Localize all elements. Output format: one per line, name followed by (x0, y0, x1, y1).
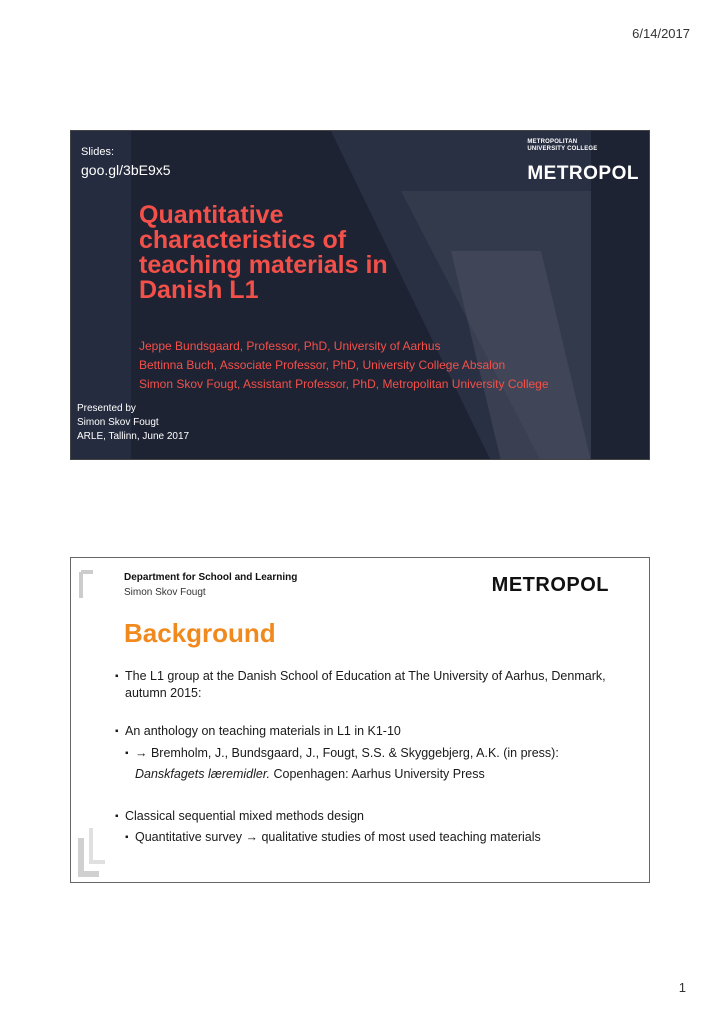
slide-heading: Background (124, 618, 276, 648)
author-line: Jeppe Bundsgaard, Professor, PhD, University of Aarhus (139, 339, 441, 353)
bullet-list (115, 808, 635, 825)
sub-bullet-item: ▪ Quantitative survey → qualitative studies of most used teaching materials (115, 829, 635, 846)
publisher: Copenhagen: Aarhus University Press (270, 767, 485, 781)
presented-line: Presented by (77, 403, 136, 414)
bullet-list (115, 668, 635, 702)
sub-bullet-item: ▪ → Bremholm, J., Bundsgaard, J., Fougt, S.S. & Skyggebjerg, A.K. (in press): (115, 745, 635, 762)
page-date: 6/14/2017 (632, 26, 690, 41)
author-list (139, 337, 549, 394)
background-slide (70, 557, 650, 883)
presented-line: Simon Skov Fougt (77, 417, 159, 428)
slide-title (139, 203, 539, 303)
book-title: Danskfagets læremidler. (135, 767, 271, 781)
title-line: teaching materials in (139, 251, 388, 279)
bullet-list (115, 745, 635, 762)
title-line: Quantitative (139, 201, 284, 229)
author-line: Simon Skov Fougt, Assistant Professor, PhD, Metropolitan University College (139, 377, 549, 391)
brand-sub: UNIVERSITY COLLEGE (527, 146, 598, 152)
metropol-logo: METROPOL (491, 574, 609, 596)
brand-top: METROPOLITAN (527, 139, 578, 145)
author-line: Bettinna Buch, Associate Professor, PhD, University College Absalon (139, 358, 506, 372)
title-slide (70, 130, 650, 460)
title-line: Danish L1 (139, 276, 259, 304)
presented-by (77, 402, 189, 444)
bullet-list (115, 723, 635, 740)
bullet-list (115, 829, 635, 846)
metropol-logo (527, 139, 639, 185)
bullet-item: ▪ The L1 group at the Danish School of Education at The University of Aarhus, Denmark, autumn 2015: (115, 668, 635, 702)
citation-continuation (115, 766, 635, 783)
slides-link[interactable]: goo.gl/3bE9x5 (81, 162, 171, 178)
bullet-list (115, 766, 635, 783)
bracket-decoration (77, 568, 107, 878)
title-line: characteristics of (139, 226, 347, 254)
slides-label: Slides: (81, 146, 115, 158)
department-name: Department for School and Learning (124, 572, 298, 583)
presented-line: ARLE, Tallinn, June 2017 (77, 431, 190, 442)
page-number: 1 (678, 980, 686, 995)
presenter-name: Simon Skov Fougt (124, 587, 206, 598)
logo-wordmark: METROPOL (527, 163, 639, 184)
bullet-item: ▪ An anthology on teaching materials in L1 in K1-10 (115, 723, 635, 740)
bullet-item: ▪ Classical sequential mixed methods design (115, 808, 635, 825)
